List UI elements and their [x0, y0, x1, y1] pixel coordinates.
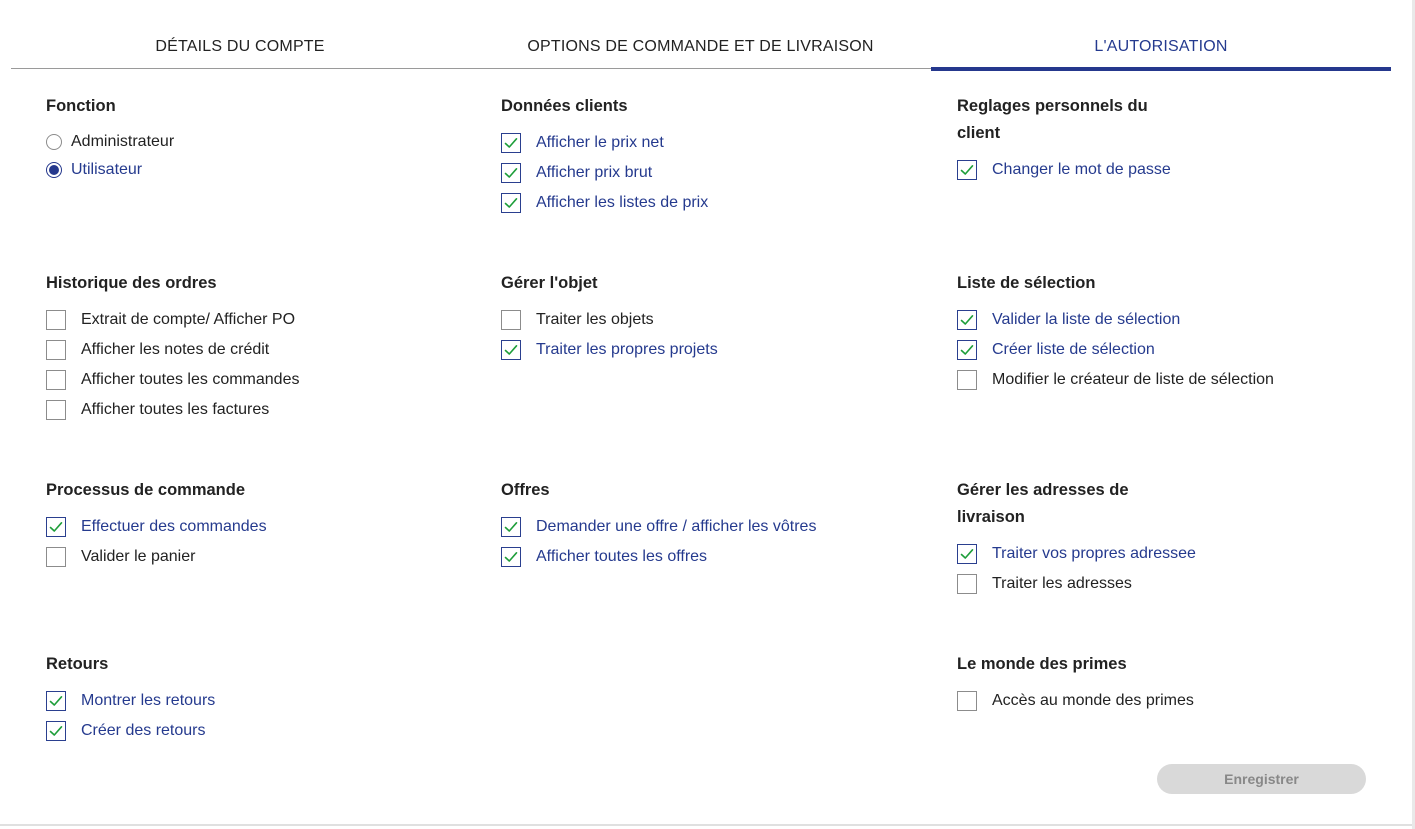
checkbox[interactable] — [501, 193, 521, 213]
checkbox-option[interactable] — [46, 512, 466, 542]
radio-icon[interactable] — [46, 162, 62, 178]
check-icon — [503, 342, 519, 358]
checkbox-list — [501, 305, 921, 365]
checkbox[interactable] — [957, 370, 977, 390]
checkbox[interactable] — [501, 163, 521, 183]
section-title: Fonction — [46, 97, 116, 115]
section-title: Processus de commande — [46, 481, 245, 499]
check-icon — [503, 165, 519, 181]
checkbox-option[interactable] — [46, 305, 466, 335]
checkbox[interactable] — [501, 310, 521, 330]
checkbox-option[interactable] — [501, 542, 921, 572]
section-title: Reglages personnels du client — [957, 97, 1148, 142]
checkbox-option[interactable] — [501, 512, 921, 542]
section-title: Offres — [501, 481, 550, 499]
check-icon — [48, 723, 64, 739]
section-historique — [46, 270, 466, 425]
divider — [0, 824, 1412, 826]
checkbox-label: Traiter les propres projets — [536, 341, 718, 358]
radio-group — [46, 128, 466, 184]
section-title: Gérer l'objet — [501, 274, 598, 292]
tab-bar — [11, 22, 1391, 69]
section-gerer-objet — [501, 270, 921, 365]
checkbox-label: Demander une offre / afficher les vôtres — [536, 518, 817, 535]
check-icon — [959, 546, 975, 562]
section-adresses — [957, 477, 1377, 599]
checkbox-label: Accès au monde des primes — [992, 692, 1194, 709]
check-icon — [48, 519, 64, 535]
checkbox-list — [957, 305, 1377, 395]
section-title: Données clients — [501, 97, 628, 115]
checkbox[interactable] — [46, 547, 66, 567]
checkbox[interactable] — [957, 544, 977, 564]
tab-order-delivery-options[interactable]: OPTIONS DE COMMANDE ET DE LIVRAISON — [527, 38, 874, 55]
checkbox-list — [46, 512, 466, 572]
checkbox-label: Afficher le prix net — [536, 134, 664, 151]
checkbox-list — [46, 686, 466, 746]
checkbox-label: Montrer les retours — [81, 692, 216, 709]
tab-account-details[interactable]: DÉTAILS DU COMPTE — [155, 38, 325, 55]
checkbox-option[interactable] — [501, 188, 921, 218]
radio-label: Administrateur — [71, 133, 175, 150]
checkbox-label: Créer des retours — [81, 722, 206, 739]
checkbox-option[interactable] — [957, 155, 1377, 185]
checkbox-list — [501, 128, 921, 218]
checkbox-label: Afficher toutes les factures — [81, 401, 270, 418]
checkbox-list — [46, 305, 466, 425]
checkbox-label: Effectuer des commandes — [81, 518, 267, 535]
section-title: Retours — [46, 655, 109, 673]
section-reglages — [957, 93, 1377, 185]
check-icon — [503, 549, 519, 565]
checkbox[interactable] — [957, 574, 977, 594]
section-processus — [46, 477, 466, 572]
checkbox-option[interactable] — [957, 365, 1377, 395]
checkbox-option[interactable] — [46, 395, 466, 425]
section-title: Gérer les adresses de livraison — [957, 481, 1129, 526]
checkbox[interactable] — [46, 340, 66, 360]
checkbox[interactable] — [46, 310, 66, 330]
checkbox[interactable] — [46, 400, 66, 420]
checkbox-label: Changer le mot de passe — [992, 161, 1171, 178]
checkbox-label: Extrait de compte/ Afficher PO — [81, 311, 296, 328]
checkbox[interactable] — [501, 133, 521, 153]
section-title: Historique des ordres — [46, 274, 217, 292]
checkbox[interactable] — [957, 691, 977, 711]
checkbox-list — [501, 512, 921, 572]
checkbox-label: Modifier le créateur de liste de sélection — [992, 371, 1274, 388]
checkbox-option[interactable] — [957, 686, 1377, 716]
check-icon — [503, 519, 519, 535]
checkbox[interactable] — [501, 340, 521, 360]
checkbox[interactable] — [501, 517, 521, 537]
checkbox-option[interactable] — [501, 158, 921, 188]
checkbox[interactable] — [46, 721, 66, 741]
checkbox-option[interactable] — [46, 335, 466, 365]
section-primes — [957, 651, 1377, 716]
checkbox[interactable] — [957, 310, 977, 330]
check-icon — [503, 135, 519, 151]
checkbox-label: Créer liste de sélection — [992, 341, 1155, 358]
checkbox-option[interactable] — [46, 716, 466, 746]
section-offres — [501, 477, 921, 572]
radio-icon[interactable] — [46, 134, 62, 150]
section-title: Le monde des primes — [957, 655, 1127, 673]
radio-utilisateur[interactable] — [46, 156, 466, 184]
checkbox[interactable] — [46, 691, 66, 711]
tab-authorization[interactable]: L'AUTORISATION — [931, 22, 1391, 69]
checkbox-label: Afficher toutes les offres — [536, 548, 708, 565]
checkbox-label: Traiter les objets — [536, 311, 654, 328]
checkbox[interactable] — [957, 160, 977, 180]
check-icon — [959, 342, 975, 358]
checkbox-option[interactable] — [46, 686, 466, 716]
checkbox[interactable] — [46, 517, 66, 537]
section-donnees-clients — [501, 93, 921, 218]
save-button[interactable]: Enregistrer — [1157, 764, 1366, 794]
checkbox-label: Afficher les notes de crédit — [81, 341, 270, 358]
checkbox[interactable] — [957, 340, 977, 360]
section-title: Liste de sélection — [957, 274, 1096, 292]
checkbox[interactable] — [501, 547, 521, 567]
checkbox-option[interactable] — [957, 569, 1377, 599]
check-icon — [503, 195, 519, 211]
checkbox-label: Afficher toutes les commandes — [81, 371, 300, 388]
checkbox-list — [957, 539, 1377, 599]
check-icon — [48, 693, 64, 709]
checkbox-option[interactable] — [501, 128, 921, 158]
section-liste-selection — [957, 270, 1377, 395]
checkbox-option[interactable] — [501, 305, 921, 335]
checkbox-label: Traiter vos propres adressee — [992, 545, 1196, 562]
check-icon — [959, 162, 975, 178]
check-icon — [959, 312, 975, 328]
radio-administrateur[interactable] — [46, 128, 466, 156]
checkbox-option[interactable] — [957, 539, 1377, 569]
section-fonction — [46, 93, 466, 184]
checkbox[interactable] — [46, 370, 66, 390]
checkbox-option[interactable] — [46, 365, 466, 395]
checkbox-label: Valider le panier — [81, 548, 196, 565]
checkbox-option[interactable] — [46, 542, 466, 572]
checkbox-list — [957, 686, 1377, 716]
checkbox-label: Afficher prix brut — [536, 164, 653, 181]
checkbox-option[interactable] — [501, 335, 921, 365]
checkbox-label: Valider la liste de sélection — [992, 311, 1181, 328]
section-retours — [46, 651, 466, 746]
checkbox-option[interactable] — [957, 335, 1377, 365]
checkbox-list — [957, 155, 1377, 185]
checkbox-label: Traiter les adresses — [992, 575, 1132, 592]
checkbox-option[interactable] — [957, 305, 1377, 335]
radio-label: Utilisateur — [71, 161, 143, 178]
checkbox-label: Afficher les listes de prix — [536, 194, 709, 211]
